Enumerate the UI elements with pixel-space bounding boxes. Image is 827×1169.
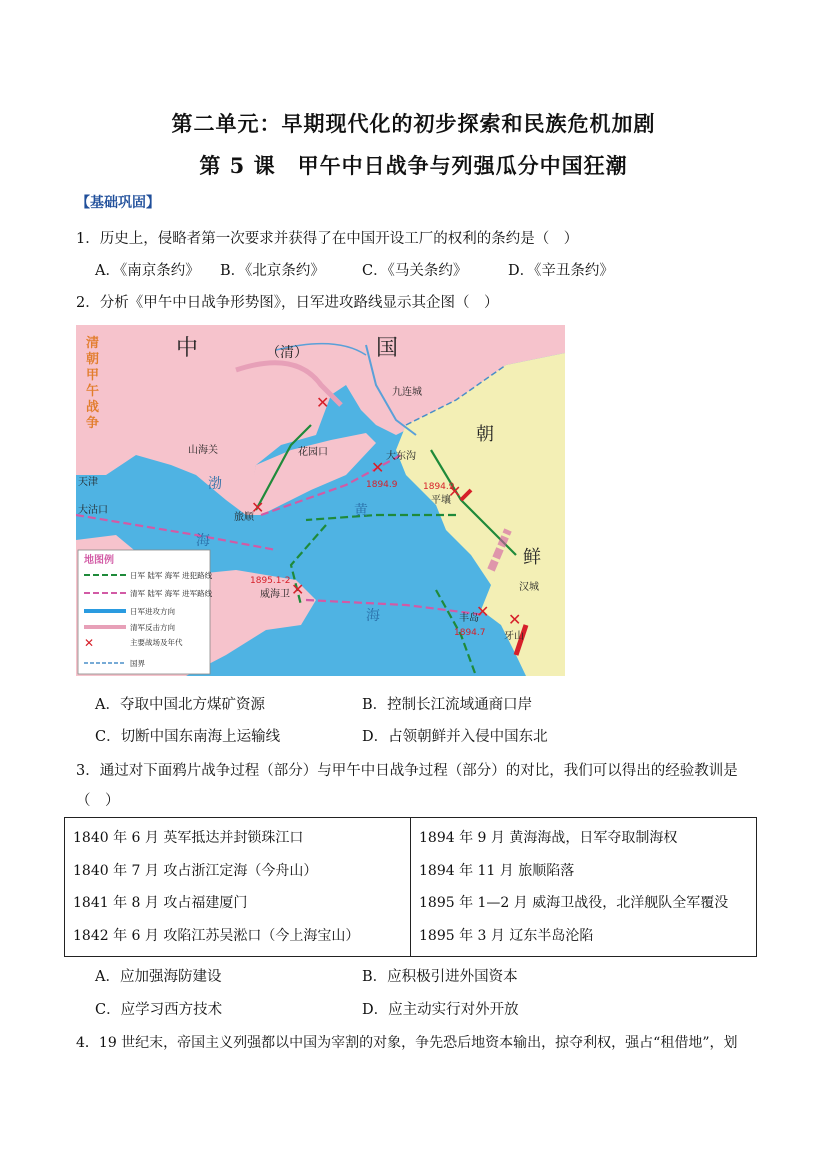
legend-qing-counter: 清军反击方向 xyxy=(130,623,175,632)
sino-japanese-war-event-4: 1895 年 3 月 辽东半岛沦陷 xyxy=(419,927,594,944)
question-1-option-d[interactable]: D．《辛丑条约》 xyxy=(508,263,614,279)
date-label-3: 1895.1-2 xyxy=(250,576,291,586)
lesson-title: 第 5 课 甲午中日战争与列强瓜分中国狂潮 xyxy=(199,153,628,178)
opium-war-event-4: 1842 年 6 月 攻陷江苏吴淞口（今上海宝山） xyxy=(73,927,360,944)
place-asan: 牙山 xyxy=(504,631,524,642)
question-2-option-d[interactable]: D．占领朝鲜并入侵中国东北 xyxy=(362,729,548,745)
place-dagukou: 大沽口 xyxy=(78,505,108,516)
question-4-stem: 4．19 世纪末，帝国主义列强都以中国为宰割的对象，争先恐后地资本输出，掠夺利权，强占“租借地”，划 xyxy=(76,1035,738,1051)
place-fengdao: 丰岛 xyxy=(459,613,479,624)
map-side-title-char-5: 战 xyxy=(86,400,100,415)
comparison-table xyxy=(64,817,757,957)
map-side-title-char-6: 争 xyxy=(86,416,100,431)
question-2-option-a[interactable]: A．夺取中国北方煤矿资源 xyxy=(95,697,265,713)
sea-label-huang: 黄 xyxy=(354,503,368,519)
map-side-title-char-3: 甲 xyxy=(86,368,100,383)
battle-marker-weihaiwei: ✕ xyxy=(291,580,305,599)
question-1-stem: 1．历史上，侵略者第一次要求并获得了在中国开设工厂的权利的条约是（ ） xyxy=(76,231,579,247)
legend-title: 地图例 xyxy=(84,555,114,566)
opium-war-event-1: 1840 年 6 月 英军抵达并封锁珠江口 xyxy=(73,830,304,846)
map-side-title-char-4: 午 xyxy=(86,384,100,399)
place-lushun: 旅顺 xyxy=(234,512,254,523)
question-1-option-b[interactable]: B．《北京条约》 xyxy=(220,263,325,279)
legend-japan-attack: 日军进攻方向 xyxy=(130,607,175,616)
battle-marker-pyongyang: ✕ xyxy=(448,482,462,501)
place-shanhaiguan: 山海关 xyxy=(188,445,218,456)
sea-label-hai-1: 海 xyxy=(196,533,210,549)
war-situation-map xyxy=(76,325,565,676)
date-label-1: 1894.9 xyxy=(366,480,398,490)
sino-japanese-war-event-1: 1894 年 9 月 黄海海战，日军夺取制海权 xyxy=(419,830,678,846)
sea-label-hai-2: 海 xyxy=(366,608,380,624)
map-side-title-char-2: 朝 xyxy=(86,352,100,367)
opium-war-event-2: 1840 年 7 月 攻占浙江定海（今舟山） xyxy=(73,862,318,879)
place-weihaiwei: 威海卫 xyxy=(260,589,290,600)
sino-japanese-war-event-3: 1895 年 1—2 月 威海卫战役，北洋舰队全军覆没 xyxy=(419,895,729,911)
map-legend xyxy=(78,550,213,674)
legend-battle: 主要战场及年代 xyxy=(130,638,183,647)
battle-marker-asan: ✕ xyxy=(508,610,522,629)
question-3-stem-line-1: 3．通过对下面鸦片战争过程（部分）与甲午中日战争过程（部分）的对比，我们可以得出的经验教训是 xyxy=(76,763,738,779)
battle-marker-yalu: ✕ xyxy=(371,458,385,477)
place-dadonggou: 大东沟 xyxy=(386,451,416,462)
question-3-option-d[interactable]: D．应主动实行对外开放 xyxy=(362,1002,519,1018)
map-label-guo: 国 xyxy=(376,336,399,361)
sino-japanese-war-column xyxy=(411,818,757,957)
battle-marker-fengdao: ✕ xyxy=(476,602,490,621)
question-1-option-a[interactable]: A．《南京条约》 xyxy=(95,263,200,279)
question-3-stem-line-2: （ ） xyxy=(76,793,120,809)
opium-war-event-3: 1841 年 8 月 攻占福建厦门 xyxy=(73,895,248,911)
date-label-4: 1894.7 xyxy=(454,628,486,638)
legend-qing-route: 清军 陆军 海军 进军路线 xyxy=(130,589,213,598)
map-side-title-char-1: 清 xyxy=(86,336,100,351)
map-label-qing: （清） xyxy=(266,345,308,361)
map-label-zhong: 中 xyxy=(176,336,199,361)
opium-war-column xyxy=(65,818,411,957)
legend-border: 国界 xyxy=(130,659,145,668)
question-3-option-b[interactable]: B．应积极引进外国资本 xyxy=(362,969,518,985)
question-2-stem: 2．分析《甲午中日战争形势图》，日军进攻路线显示其企图（ ） xyxy=(76,295,499,311)
place-hancheng: 汉城 xyxy=(519,582,539,593)
sea-label-bo: 渤 xyxy=(208,476,222,492)
question-2-option-c[interactable]: C．切断中国东南海上运输线 xyxy=(95,729,281,745)
question-3-option-c[interactable]: C．应学习西方技术 xyxy=(95,1002,223,1018)
battle-marker-lushun: ✕ xyxy=(251,498,265,517)
place-jiuliancheng: 九连城 xyxy=(392,387,422,398)
svg-text:✕: ✕ xyxy=(84,636,95,650)
sino-japanese-war-event-2: 1894 年 11 月 旅顺陷落 xyxy=(419,862,575,879)
section-label: 【基础巩固】 xyxy=(76,195,160,211)
question-3-option-a[interactable]: A．应加强海防建设 xyxy=(95,969,222,985)
map-label-chao: 朝 xyxy=(476,424,494,445)
place-huayuankou: 花园口 xyxy=(298,447,328,458)
date-label-2: 1894.9 xyxy=(423,482,455,492)
battle-marker-jiuliancheng: ✕ xyxy=(316,393,330,412)
place-pyongyang: 平壤 xyxy=(431,495,451,506)
place-tianjin: 天津 xyxy=(78,477,98,488)
legend-japan-route: 日军 陆军 海军 进犯路线 xyxy=(130,571,213,580)
question-2-option-b[interactable]: B．控制长江流域通商口岸 xyxy=(362,697,533,713)
unit-title: 第二单元：早期现代化的初步探索和民族危机加剧 xyxy=(171,111,656,136)
question-1-option-c[interactable]: C．《马关条约》 xyxy=(362,263,468,279)
map-label-xian: 鲜 xyxy=(523,547,541,568)
